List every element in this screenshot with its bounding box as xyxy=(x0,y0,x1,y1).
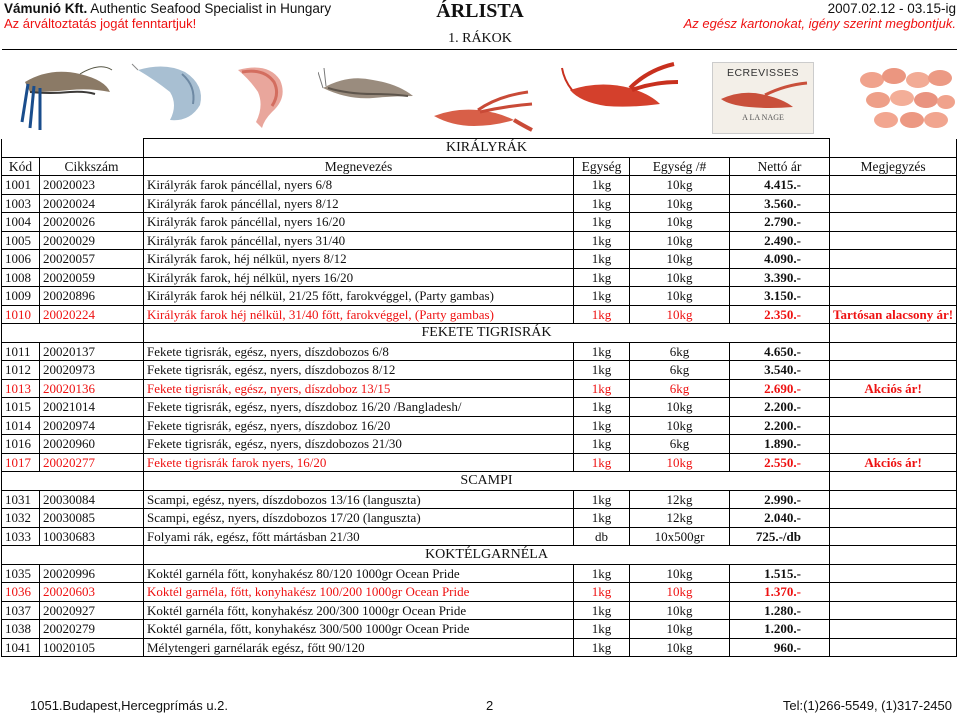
column-header-row xyxy=(2,157,957,176)
price-change-notice: Az árváltoztatás jogát fenntartjuk! xyxy=(4,16,197,31)
section-title-spacer xyxy=(830,139,957,158)
item-remark xyxy=(830,231,957,250)
column-header: Kód xyxy=(2,157,40,176)
table-row xyxy=(2,398,957,417)
section-title: KOKTÉLGARNÉLA xyxy=(144,546,830,565)
cocktail-shrimp-photo xyxy=(856,62,956,132)
item-description: Folyami rák, egész, főtt mártásban 21/30 xyxy=(144,527,574,546)
box-title: ECREVISSES xyxy=(726,67,800,79)
item-remark xyxy=(830,176,957,195)
item-description: Fekete tigrisrák, egész, nyers, díszdoboz 16/20 /Bangladesh/ xyxy=(144,398,574,417)
item-pack-size: 10kg xyxy=(630,194,730,213)
item-unit: db xyxy=(574,527,630,546)
item-pack-size: 12kg xyxy=(630,509,730,528)
item-code: 1012 xyxy=(2,361,40,380)
item-pack-size: 10kg xyxy=(630,453,730,472)
item-pack-size: 10kg xyxy=(630,638,730,657)
item-pack-size: 10x500gr xyxy=(630,527,730,546)
table-row xyxy=(2,416,957,435)
item-sku: 20020137 xyxy=(40,342,144,361)
table-row xyxy=(2,379,957,398)
item-pack-size: 10kg xyxy=(630,583,730,602)
item-net-price: 2.350.- xyxy=(730,305,830,324)
item-pack-size: 6kg xyxy=(630,435,730,454)
box-brand: A LA NAGE xyxy=(742,113,784,122)
item-net-price: 3.390.- xyxy=(730,268,830,287)
item-unit: 1kg xyxy=(574,176,630,195)
item-sku: 20020023 xyxy=(40,176,144,195)
item-net-price: 725.-/db xyxy=(730,527,830,546)
item-description: Koktél garnéla főtt, konyhakész 200/300 1000gr Ocean Pride xyxy=(144,601,574,620)
section-title-row xyxy=(2,472,957,491)
item-description: Királyrák farok héj nélkül, 21/25 főtt, farokvéggel, (Party gambas) xyxy=(144,287,574,306)
item-sku: 20020996 xyxy=(40,564,144,583)
item-sku: 10030683 xyxy=(40,527,144,546)
shrimp-tail-photo xyxy=(228,62,293,132)
item-code: 1004 xyxy=(2,213,40,232)
item-unit: 1kg xyxy=(574,416,630,435)
item-sku: 20030085 xyxy=(40,509,144,528)
item-description: Koktél garnéla főtt, konyhakész 80/120 1000gr Ocean Pride xyxy=(144,564,574,583)
category-heading: 1. RÁKOK xyxy=(448,31,512,46)
item-unit: 1kg xyxy=(574,342,630,361)
item-remark xyxy=(830,287,957,306)
column-header: Egység xyxy=(574,157,630,176)
item-unit: 1kg xyxy=(574,231,630,250)
item-code: 1017 xyxy=(2,453,40,472)
item-code: 1013 xyxy=(2,379,40,398)
table-row xyxy=(2,231,957,250)
header-divider xyxy=(2,49,957,50)
table-row xyxy=(2,453,957,472)
item-code: 1008 xyxy=(2,268,40,287)
item-code: 1011 xyxy=(2,342,40,361)
crayfish-photo xyxy=(560,60,680,125)
item-sku: 20020224 xyxy=(40,305,144,324)
table-row xyxy=(2,564,957,583)
column-header: Nettó ár xyxy=(730,157,830,176)
table-row xyxy=(2,527,957,546)
table-row xyxy=(2,342,957,361)
section-title-spacer xyxy=(2,324,144,343)
table-row xyxy=(2,176,957,195)
page-number: 2 xyxy=(486,698,494,713)
item-description: Királyrák farok páncéllal, nyers 16/20 xyxy=(144,213,574,232)
item-pack-size: 10kg xyxy=(630,268,730,287)
item-unit: 1kg xyxy=(574,583,630,602)
item-net-price: 4.415.- xyxy=(730,176,830,195)
item-pack-size: 10kg xyxy=(630,564,730,583)
item-code: 1032 xyxy=(2,509,40,528)
item-description: Királyrák farok héj nélkül, 31/40 főtt, farokvéggel, (Party gambas) xyxy=(144,305,574,324)
company-name: Vámunió Kft. xyxy=(4,1,88,16)
item-pack-size: 10kg xyxy=(630,231,730,250)
footer-address: 1051.Budapest,Hercegprímás u.2. xyxy=(30,698,229,713)
item-remark xyxy=(830,416,957,435)
item-unit: 1kg xyxy=(574,379,630,398)
item-net-price: 960.- xyxy=(730,638,830,657)
item-description: Fekete tigrisrák, egész, nyers, díszdobozos 6/8 xyxy=(144,342,574,361)
item-net-price: 1.370.- xyxy=(730,583,830,602)
item-description: Királyrák farok, héj nélkül, nyers 16/20 xyxy=(144,268,574,287)
item-description: Királyrák farok páncéllal, nyers 31/40 xyxy=(144,231,574,250)
item-pack-size: 10kg xyxy=(630,287,730,306)
table-row xyxy=(2,435,957,454)
item-description: Scampi, egész, nyers, díszdobozos 17/20 (languszta) xyxy=(144,509,574,528)
item-pack-size: 10kg xyxy=(630,213,730,232)
item-sku: 20020057 xyxy=(40,250,144,269)
item-remark: Akciós ár! xyxy=(830,453,957,472)
item-pack-size: 10kg xyxy=(630,176,730,195)
page-footer xyxy=(0,696,960,714)
item-description: Fekete tigrisrák, egész, nyers, díszdoboz 13/15 xyxy=(144,379,574,398)
item-remark xyxy=(830,490,957,509)
item-unit: 1kg xyxy=(574,361,630,380)
item-remark: Akciós ár! xyxy=(830,379,957,398)
item-sku: 10020105 xyxy=(40,638,144,657)
item-description: Koktél garnéla, főtt, konyhakész 300/500 1000gr Ocean Pride xyxy=(144,620,574,639)
box-crayfish-image xyxy=(713,79,813,113)
carton-offer-note: Az egész kartonokat, igény szerint megbontjuk. xyxy=(683,16,956,31)
item-net-price: 1.515.- xyxy=(730,564,830,583)
langoustine-photo xyxy=(428,86,536,132)
item-unit: 1kg xyxy=(574,268,630,287)
item-net-price: 2.550.- xyxy=(730,453,830,472)
item-net-price: 4.090.- xyxy=(730,250,830,269)
item-remark xyxy=(830,250,957,269)
table-row xyxy=(2,361,957,380)
item-net-price: 2.200.- xyxy=(730,398,830,417)
item-sku: 20021014 xyxy=(40,398,144,417)
item-unit: 1kg xyxy=(574,435,630,454)
white-shrimp-photo xyxy=(130,60,210,130)
item-unit: 1kg xyxy=(574,398,630,417)
table-row xyxy=(2,213,957,232)
item-net-price: 2.490.- xyxy=(730,231,830,250)
item-sku: 20030084 xyxy=(40,490,144,509)
table-row xyxy=(2,601,957,620)
item-sku: 20020279 xyxy=(40,620,144,639)
product-photo-strip xyxy=(0,52,960,137)
item-sku: 20020960 xyxy=(40,435,144,454)
item-unit: 1kg xyxy=(574,509,630,528)
column-header: Megnevezés xyxy=(144,157,574,176)
item-sku: 20020136 xyxy=(40,379,144,398)
item-sku: 20020024 xyxy=(40,194,144,213)
item-description: Királyrák farok páncéllal, nyers 8/12 xyxy=(144,194,574,213)
table-row xyxy=(2,305,957,324)
section-title-spacer xyxy=(2,472,144,491)
price-table xyxy=(1,138,957,657)
item-description: Scampi, egész, nyers, díszdobozos 13/16 (languszta) xyxy=(144,490,574,509)
table-row xyxy=(2,194,957,213)
item-code: 1038 xyxy=(2,620,40,639)
item-unit: 1kg xyxy=(574,305,630,324)
section-title: SCAMPI xyxy=(144,472,830,491)
section-title-spacer xyxy=(2,139,144,158)
table-row xyxy=(2,638,957,657)
item-unit: 1kg xyxy=(574,213,630,232)
table-row xyxy=(2,620,957,639)
item-remark xyxy=(830,638,957,657)
section-title-spacer xyxy=(830,546,957,565)
item-net-price: 3.560.- xyxy=(730,194,830,213)
item-sku: 20020927 xyxy=(40,601,144,620)
item-description: Fekete tigrisrák farok nyers, 16/20 xyxy=(144,453,574,472)
item-pack-size: 10kg xyxy=(630,398,730,417)
item-unit: 1kg xyxy=(574,287,630,306)
item-remark xyxy=(830,527,957,546)
item-net-price: 2.200.- xyxy=(730,416,830,435)
section-title: FEKETE TIGRISRÁK xyxy=(144,324,830,343)
item-code: 1015 xyxy=(2,398,40,417)
item-code: 1036 xyxy=(2,583,40,602)
table-row xyxy=(2,250,957,269)
item-code: 1010 xyxy=(2,305,40,324)
section-title-spacer xyxy=(830,324,957,343)
price-table-body xyxy=(2,139,957,657)
item-code: 1041 xyxy=(2,638,40,657)
item-sku: 20020029 xyxy=(40,231,144,250)
item-pack-size: 6kg xyxy=(630,379,730,398)
item-code: 1003 xyxy=(2,194,40,213)
item-remark xyxy=(830,583,957,602)
item-description: Mélytengeri garnélarák egész, főtt 90/120 xyxy=(144,638,574,657)
item-description: Fekete tigrisrák, egész, nyers, díszdobozos 8/12 xyxy=(144,361,574,380)
item-sku: 20020603 xyxy=(40,583,144,602)
item-net-price: 2.040.- xyxy=(730,509,830,528)
item-sku: 20020059 xyxy=(40,268,144,287)
section-title-row xyxy=(2,324,957,343)
column-header: Cikkszám xyxy=(40,157,144,176)
king-prawn-photo xyxy=(318,62,418,110)
item-remark xyxy=(830,509,957,528)
table-row xyxy=(2,287,957,306)
item-pack-size: 12kg xyxy=(630,490,730,509)
item-remark: Tartósan alacsony ár! xyxy=(830,305,957,324)
table-row xyxy=(2,509,957,528)
company-description: Authentic Seafood Specialist in Hungary xyxy=(90,1,332,16)
item-net-price: 1.200.- xyxy=(730,620,830,639)
item-pack-size: 10kg xyxy=(630,620,730,639)
item-code: 1037 xyxy=(2,601,40,620)
item-remark xyxy=(830,194,957,213)
section-title: KIRÁLYRÁK xyxy=(144,139,830,158)
item-description: Királyrák farok, héj nélkül, nyers 8/12 xyxy=(144,250,574,269)
item-net-price: 3.540.- xyxy=(730,361,830,380)
item-net-price: 2.690.- xyxy=(730,379,830,398)
item-remark xyxy=(830,601,957,620)
table-row xyxy=(2,583,957,602)
item-remark xyxy=(830,398,957,417)
item-remark xyxy=(830,213,957,232)
item-remark xyxy=(830,342,957,361)
ecrevisses-box-photo xyxy=(712,62,814,134)
item-pack-size: 10kg xyxy=(630,305,730,324)
item-sku: 20020896 xyxy=(40,287,144,306)
item-sku: 20020026 xyxy=(40,213,144,232)
item-code: 1005 xyxy=(2,231,40,250)
item-remark xyxy=(830,361,957,380)
section-title-spacer xyxy=(830,472,957,491)
item-description: Királyrák farok páncéllal, nyers 6/8 xyxy=(144,176,574,195)
section-title-row xyxy=(2,139,957,158)
item-unit: 1kg xyxy=(574,453,630,472)
item-remark xyxy=(830,435,957,454)
item-pack-size: 10kg xyxy=(630,601,730,620)
footer-phone: Tel:(1)266-5549, (1)317-2450 xyxy=(782,698,952,713)
item-net-price: 4.650.- xyxy=(730,342,830,361)
item-unit: 1kg xyxy=(574,638,630,657)
item-code: 1031 xyxy=(2,490,40,509)
item-net-price: 1.890.- xyxy=(730,435,830,454)
item-net-price: 2.790.- xyxy=(730,213,830,232)
tiger-shrimp-photo xyxy=(20,62,115,132)
item-code: 1033 xyxy=(2,527,40,546)
item-sku: 20020974 xyxy=(40,416,144,435)
item-pack-size: 6kg xyxy=(630,361,730,380)
section-title-row xyxy=(2,546,957,565)
column-header: Megjegyzés xyxy=(830,157,957,176)
item-unit: 1kg xyxy=(574,620,630,639)
item-description: Koktél garnéla, főtt, konyhakész 100/200 1000gr Ocean Pride xyxy=(144,583,574,602)
item-unit: 1kg xyxy=(574,194,630,213)
item-unit: 1kg xyxy=(574,564,630,583)
item-pack-size: 10kg xyxy=(630,416,730,435)
validity-date: 2007.02.12 - 03.15-ig xyxy=(827,1,956,16)
item-remark xyxy=(830,268,957,287)
item-net-price: 1.280.- xyxy=(730,601,830,620)
page-header xyxy=(0,0,960,50)
column-header: Egység /# xyxy=(630,157,730,176)
item-unit: 1kg xyxy=(574,250,630,269)
table-row xyxy=(2,490,957,509)
item-pack-size: 10kg xyxy=(630,250,730,269)
item-code: 1016 xyxy=(2,435,40,454)
item-pack-size: 6kg xyxy=(630,342,730,361)
item-unit: 1kg xyxy=(574,490,630,509)
item-net-price: 3.150.- xyxy=(730,287,830,306)
section-title-spacer xyxy=(2,546,144,565)
page-title: ÁRLISTA xyxy=(436,0,524,22)
item-description: Fekete tigrisrák, egész, nyers, díszdoboz 16/20 xyxy=(144,416,574,435)
item-code: 1006 xyxy=(2,250,40,269)
item-description: Fekete tigrisrák, egész, nyers, díszdobozos 21/30 xyxy=(144,435,574,454)
item-code: 1014 xyxy=(2,416,40,435)
item-code: 1009 xyxy=(2,287,40,306)
item-sku: 20020973 xyxy=(40,361,144,380)
item-remark xyxy=(830,620,957,639)
item-unit: 1kg xyxy=(574,601,630,620)
item-sku: 20020277 xyxy=(40,453,144,472)
item-code: 1001 xyxy=(2,176,40,195)
item-net-price: 2.990.- xyxy=(730,490,830,509)
item-remark xyxy=(830,564,957,583)
item-code: 1035 xyxy=(2,564,40,583)
table-row xyxy=(2,268,957,287)
